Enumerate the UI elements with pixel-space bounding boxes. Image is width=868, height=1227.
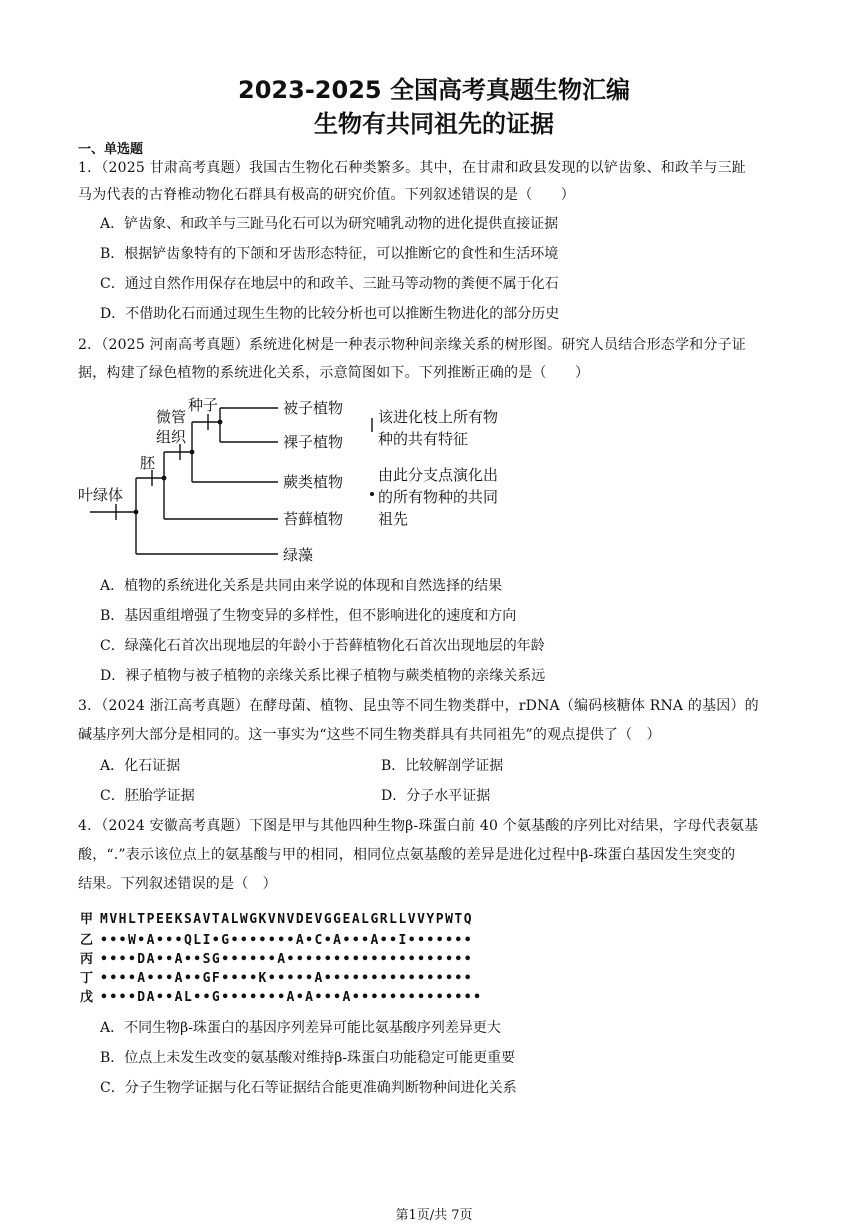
legend-bar-line2: 种的共有特征 — [378, 430, 469, 448]
sequence-row — [80, 986, 482, 1005]
taxon-angiosperm: 被子植物 — [283, 399, 344, 417]
sequence-label: 戊 — [80, 990, 94, 1005]
page-subtitle: 生物有共同祖先的证据 — [314, 110, 554, 138]
q2-stem-line2: 据，构建了绿色植物的系统进化关系，示意简图如下。下列推断正确的是（ ） — [78, 365, 590, 381]
q3-option-d: D．分子水平证据 — [381, 788, 491, 804]
legend-dot-line3: 祖先 — [378, 510, 409, 528]
sequence-row — [80, 948, 473, 967]
taxon-fern: 蕨类植物 — [283, 473, 344, 491]
legend-dot-line2: 的所有物种的共同 — [378, 488, 499, 506]
q1-option-a: A．铲齿象、和政羊与三趾马化石可以为研究哺乳动物的进化提供直接证据 — [100, 216, 559, 232]
q4-option-c: C．分子生物学证据与化石等证据结合能更准确判断物种间进化关系 — [100, 1080, 517, 1096]
q2-option-c: C．绿藻化石首次出现地层的年龄小于苔藓植物化石首次出现地层的年龄 — [100, 638, 545, 654]
sequence-label: 乙 — [80, 933, 94, 948]
page-title: 2023-2025 全国高考真题生物汇编 — [238, 76, 630, 104]
trait-vascular-line1: 微管 — [156, 408, 187, 426]
sequence-label: 丙 — [80, 952, 94, 967]
taxon-gymnosperm: 裸子植物 — [283, 433, 344, 451]
q4-option-b: B．位点上未发生改变的氨基酸对维持β-珠蛋白功能稳定可能更重要 — [100, 1050, 516, 1066]
sequence-label: 丁 — [80, 971, 94, 986]
q3-stem-line2: 碱基序列大部分是相同的。这一事实为“这些不同生物类群具有共同祖先”的观点提供了（ ） — [78, 727, 661, 743]
phylogenetic-tree-diagram — [76, 392, 536, 572]
q1-stem-line1: 1．（2025 甘肃高考真题）我国古生物化石种类繁多。其中，在甘肃和政县发现的以铲齿象、和政羊与三趾 — [78, 160, 746, 176]
taxon-moss: 苔藓植物 — [283, 510, 344, 528]
sequence-row — [80, 967, 473, 986]
q2-option-d: D．裸子植物与被子植物的亲缘关系比裸子植物与蕨类植物的亲缘关系远 — [100, 668, 546, 684]
trait-chloroplast: 叶绿体 — [78, 486, 124, 504]
trait-vascular-line2: 组织 — [156, 428, 187, 446]
sequence-row — [80, 908, 473, 927]
q1-option-b: B．根据铲齿象特有的下颌和牙齿形态特征，可以推断它的食性和生活环境 — [100, 246, 559, 262]
q1-stem-line2: 马为代表的古脊椎动物化石群具有极高的研究价值。下列叙述错误的是（ ） — [78, 187, 575, 203]
trait-embryo: 胚 — [140, 454, 156, 472]
q2-option-a: A．植物的系统进化关系是共同由来学说的体现和自然选择的结果 — [100, 578, 503, 594]
sequence-text: ••••DA••A••SG••••••A•••••••••••••••••••• — [100, 952, 474, 967]
sequence-text: MVHLTPEEKSAVTALWGKVNVDEVGGEALGRLLVVYPWTQ — [100, 912, 474, 927]
section-heading: 一、单选题 — [78, 142, 144, 157]
q3-option-b: B．比较解剖学证据 — [381, 758, 504, 774]
q3-option-a: A．化石证据 — [100, 758, 181, 774]
trait-seed: 种子 — [188, 396, 219, 414]
taxon-green-algae: 绿藻 — [283, 546, 314, 564]
q4-stem-line2: 酸，“.”表示该位点上的氨基酸与甲的相同，相同位点氨基酸的差异是进化过程中β-珠蛋白基因发生突变的 — [78, 847, 736, 863]
page-footer: 第1页/共 7页 — [395, 1208, 473, 1223]
sequence-label: 甲 — [80, 912, 94, 927]
legend-dot-line1: 由此分支点演化出 — [378, 466, 499, 484]
q1-option-c: C．通过自然作用保存在地层中的和政羊、三趾马等动物的粪便不属于化石 — [100, 276, 559, 292]
q4-stem-line1: 4．（2024 安徽高考真题）下图是甲与其他四种生物β-珠蛋白前 40 个氨基酸的序列比对结果，字母代表氨基 — [78, 818, 759, 834]
legend-bar-line1: 该进化枝上所有物 — [378, 408, 499, 426]
q3-option-c: C．胚胎学证据 — [100, 788, 195, 804]
q2-option-b: B．基因重组增强了生物变异的多样性，但不影响进化的速度和方向 — [100, 608, 517, 624]
q2-stem-line1: 2．（2025 河南高考真题）系统进化树是一种表示物种间亲缘关系的树形图。研究人员结合形态学和分子证 — [78, 337, 746, 353]
q4-stem-line3: 结果。下列叙述错误的是（ ） — [78, 876, 277, 892]
q3-stem-line1: 3．（2024 浙江高考真题）在酵母菌、植物、昆虫等不同生物类群中，rDNA（编码核糖体 RNA 的基因）的 — [78, 698, 759, 714]
sequence-text: ••••DA••AL••G•••••••A•A•••A•••••••••••••• — [100, 990, 483, 1005]
sequence-text: •••W•A•••QLI•G•••••••A•C•A•••A••I••••••• — [100, 933, 474, 948]
q4-option-a: A．不同生物β-珠蛋白的基因序列差异可能比氨基酸序列差异更大 — [100, 1020, 501, 1036]
q1-option-d: D．不借助化石而通过现生生物的比较分析也可以推断生物进化的部分历史 — [100, 306, 560, 322]
sequence-row — [80, 929, 473, 948]
sequence-text: ••••A•••A••GF••••K•••••A•••••••••••••••• — [100, 971, 474, 986]
